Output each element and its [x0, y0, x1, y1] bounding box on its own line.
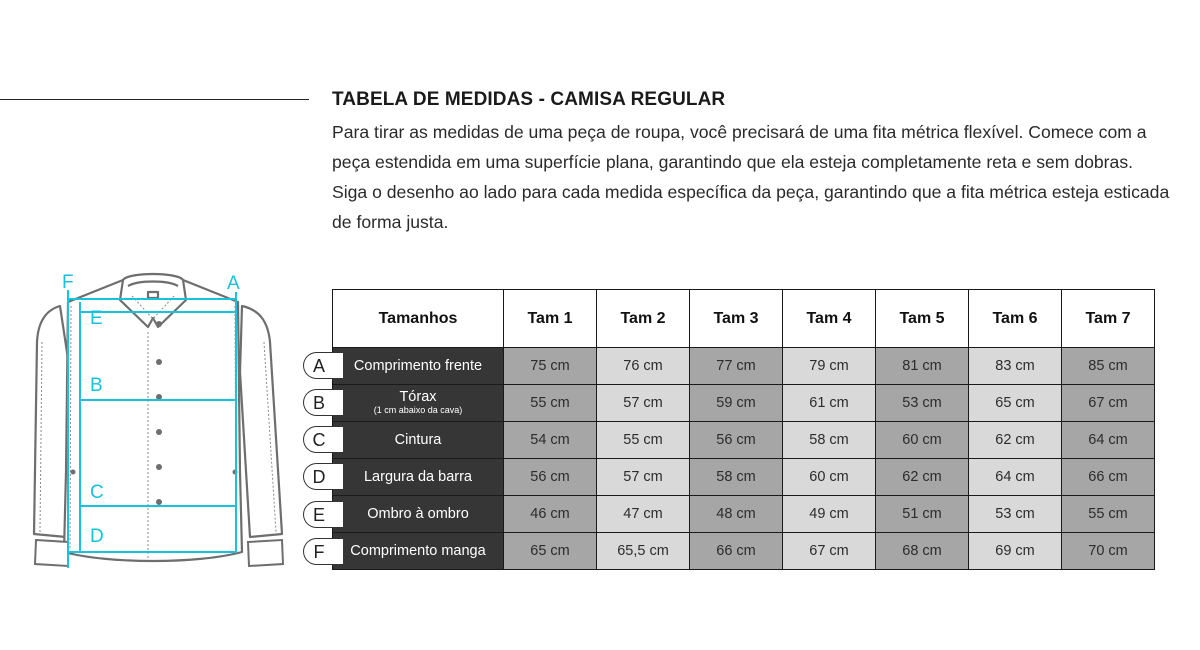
table-cell: 85 cm	[1062, 348, 1155, 385]
table-row	[333, 422, 1155, 459]
table-cell: 79 cm	[783, 348, 876, 385]
table-header-row	[333, 290, 1155, 348]
row-letter: D	[312, 467, 326, 487]
table-cell: 64 cm	[969, 459, 1062, 496]
table-row	[333, 348, 1155, 385]
header-cell-tam1: Tam 1	[504, 290, 597, 348]
table-cell: 60 cm	[783, 459, 876, 496]
shirt-outline	[34, 274, 282, 561]
label-c: C	[90, 482, 104, 503]
table-cell: 67 cm	[1062, 385, 1155, 422]
table-cell: 62 cm	[969, 422, 1062, 459]
shirt-diagram	[28, 262, 290, 586]
size-table	[332, 289, 1155, 570]
table-cell: 58 cm	[690, 459, 783, 496]
table-cell: 56 cm	[690, 422, 783, 459]
table-cell: 65 cm	[969, 385, 1062, 422]
table-cell: 62 cm	[876, 459, 969, 496]
table-cell: 69 cm	[969, 533, 1062, 570]
table-cell: 57 cm	[597, 385, 690, 422]
row-marker-d	[303, 463, 343, 490]
label-b: B	[90, 375, 103, 396]
label-e: E	[90, 308, 103, 329]
table-cell: 66 cm	[1062, 459, 1155, 496]
table-cell: 61 cm	[783, 385, 876, 422]
table-cell: 70 cm	[1062, 533, 1155, 570]
header-cell-tam4: Tam 4	[783, 290, 876, 348]
label-a: A	[227, 273, 240, 294]
table-cell: 53 cm	[969, 496, 1062, 533]
measure-name: Comprimento manga	[333, 533, 504, 570]
label-d: D	[90, 526, 104, 547]
table-cell: 55 cm	[597, 422, 690, 459]
header-cell-tamanhos: Tamanhos	[333, 290, 504, 348]
measure-name: Tórax	[399, 389, 437, 405]
table-cell: 51 cm	[876, 496, 969, 533]
table-cell: 83 cm	[969, 348, 1062, 385]
table-cell: 48 cm	[690, 496, 783, 533]
row-marker-a	[303, 352, 343, 379]
measure-name-cell	[333, 385, 504, 422]
row-letter: C	[312, 430, 326, 450]
table-cell: 54 cm	[504, 422, 597, 459]
row-marker-b	[303, 389, 343, 416]
table-cell: 81 cm	[876, 348, 969, 385]
table-cell: 68 cm	[876, 533, 969, 570]
table-row	[333, 496, 1155, 533]
measure-name: Cintura	[333, 422, 504, 459]
table-row	[333, 385, 1155, 422]
row-marker-c	[303, 426, 343, 453]
table-cell: 53 cm	[876, 385, 969, 422]
table-cell: 55 cm	[504, 385, 597, 422]
table-cell: 60 cm	[876, 422, 969, 459]
header-divider	[0, 99, 309, 100]
table-cell: 65,5 cm	[597, 533, 690, 570]
table-cell: 77 cm	[690, 348, 783, 385]
table-cell: 58 cm	[783, 422, 876, 459]
table-cell: 55 cm	[1062, 496, 1155, 533]
row-marker-f	[303, 538, 343, 565]
table-cell: 46 cm	[504, 496, 597, 533]
table-row	[333, 533, 1155, 570]
label-f: F	[62, 272, 74, 293]
measure-name: Largura da barra	[333, 459, 504, 496]
page-title: TABELA DE MEDIDAS - CAMISA REGULAR	[332, 89, 726, 110]
table-cell: 49 cm	[783, 496, 876, 533]
table-cell: 75 cm	[504, 348, 597, 385]
table-cell: 67 cm	[783, 533, 876, 570]
intro-paragraph: Para tirar as medidas de uma peça de roupa, você precisará de uma fita métrica flexível. Comece com a peça estendida em uma superfície plana, garantindo que ela esteja completamente reta e sem dobras. Siga o desenho ao lado para cada medida específica da peça, garantindo que a fita métrica esteja esticada de forma justa.	[332, 122, 1170, 232]
row-letter: B	[312, 393, 325, 413]
row-letter: A	[312, 356, 325, 376]
table-cell: 57 cm	[597, 459, 690, 496]
table-cell: 47 cm	[597, 496, 690, 533]
measure-name: Ombro à ombro	[333, 496, 504, 533]
header-cell-tam7: Tam 7	[1062, 290, 1155, 348]
measure-name: Comprimento frente	[333, 348, 504, 385]
table-cell: 64 cm	[1062, 422, 1155, 459]
table-cell: 76 cm	[597, 348, 690, 385]
table-cell: 56 cm	[504, 459, 597, 496]
table-cell: 65 cm	[504, 533, 597, 570]
row-letter: E	[312, 505, 325, 525]
header-cell-tam2: Tam 2	[597, 290, 690, 348]
header-cell-tam3: Tam 3	[690, 290, 783, 348]
table-cell: 66 cm	[690, 533, 783, 570]
header-cell-tam6: Tam 6	[969, 290, 1062, 348]
table-row	[333, 459, 1155, 496]
row-marker-e	[303, 501, 343, 528]
table-cell: 59 cm	[690, 385, 783, 422]
measure-note: (1 cm abaixo da cava)	[373, 405, 463, 415]
header-cell-tam5: Tam 5	[876, 290, 969, 348]
row-letter: F	[313, 542, 325, 562]
